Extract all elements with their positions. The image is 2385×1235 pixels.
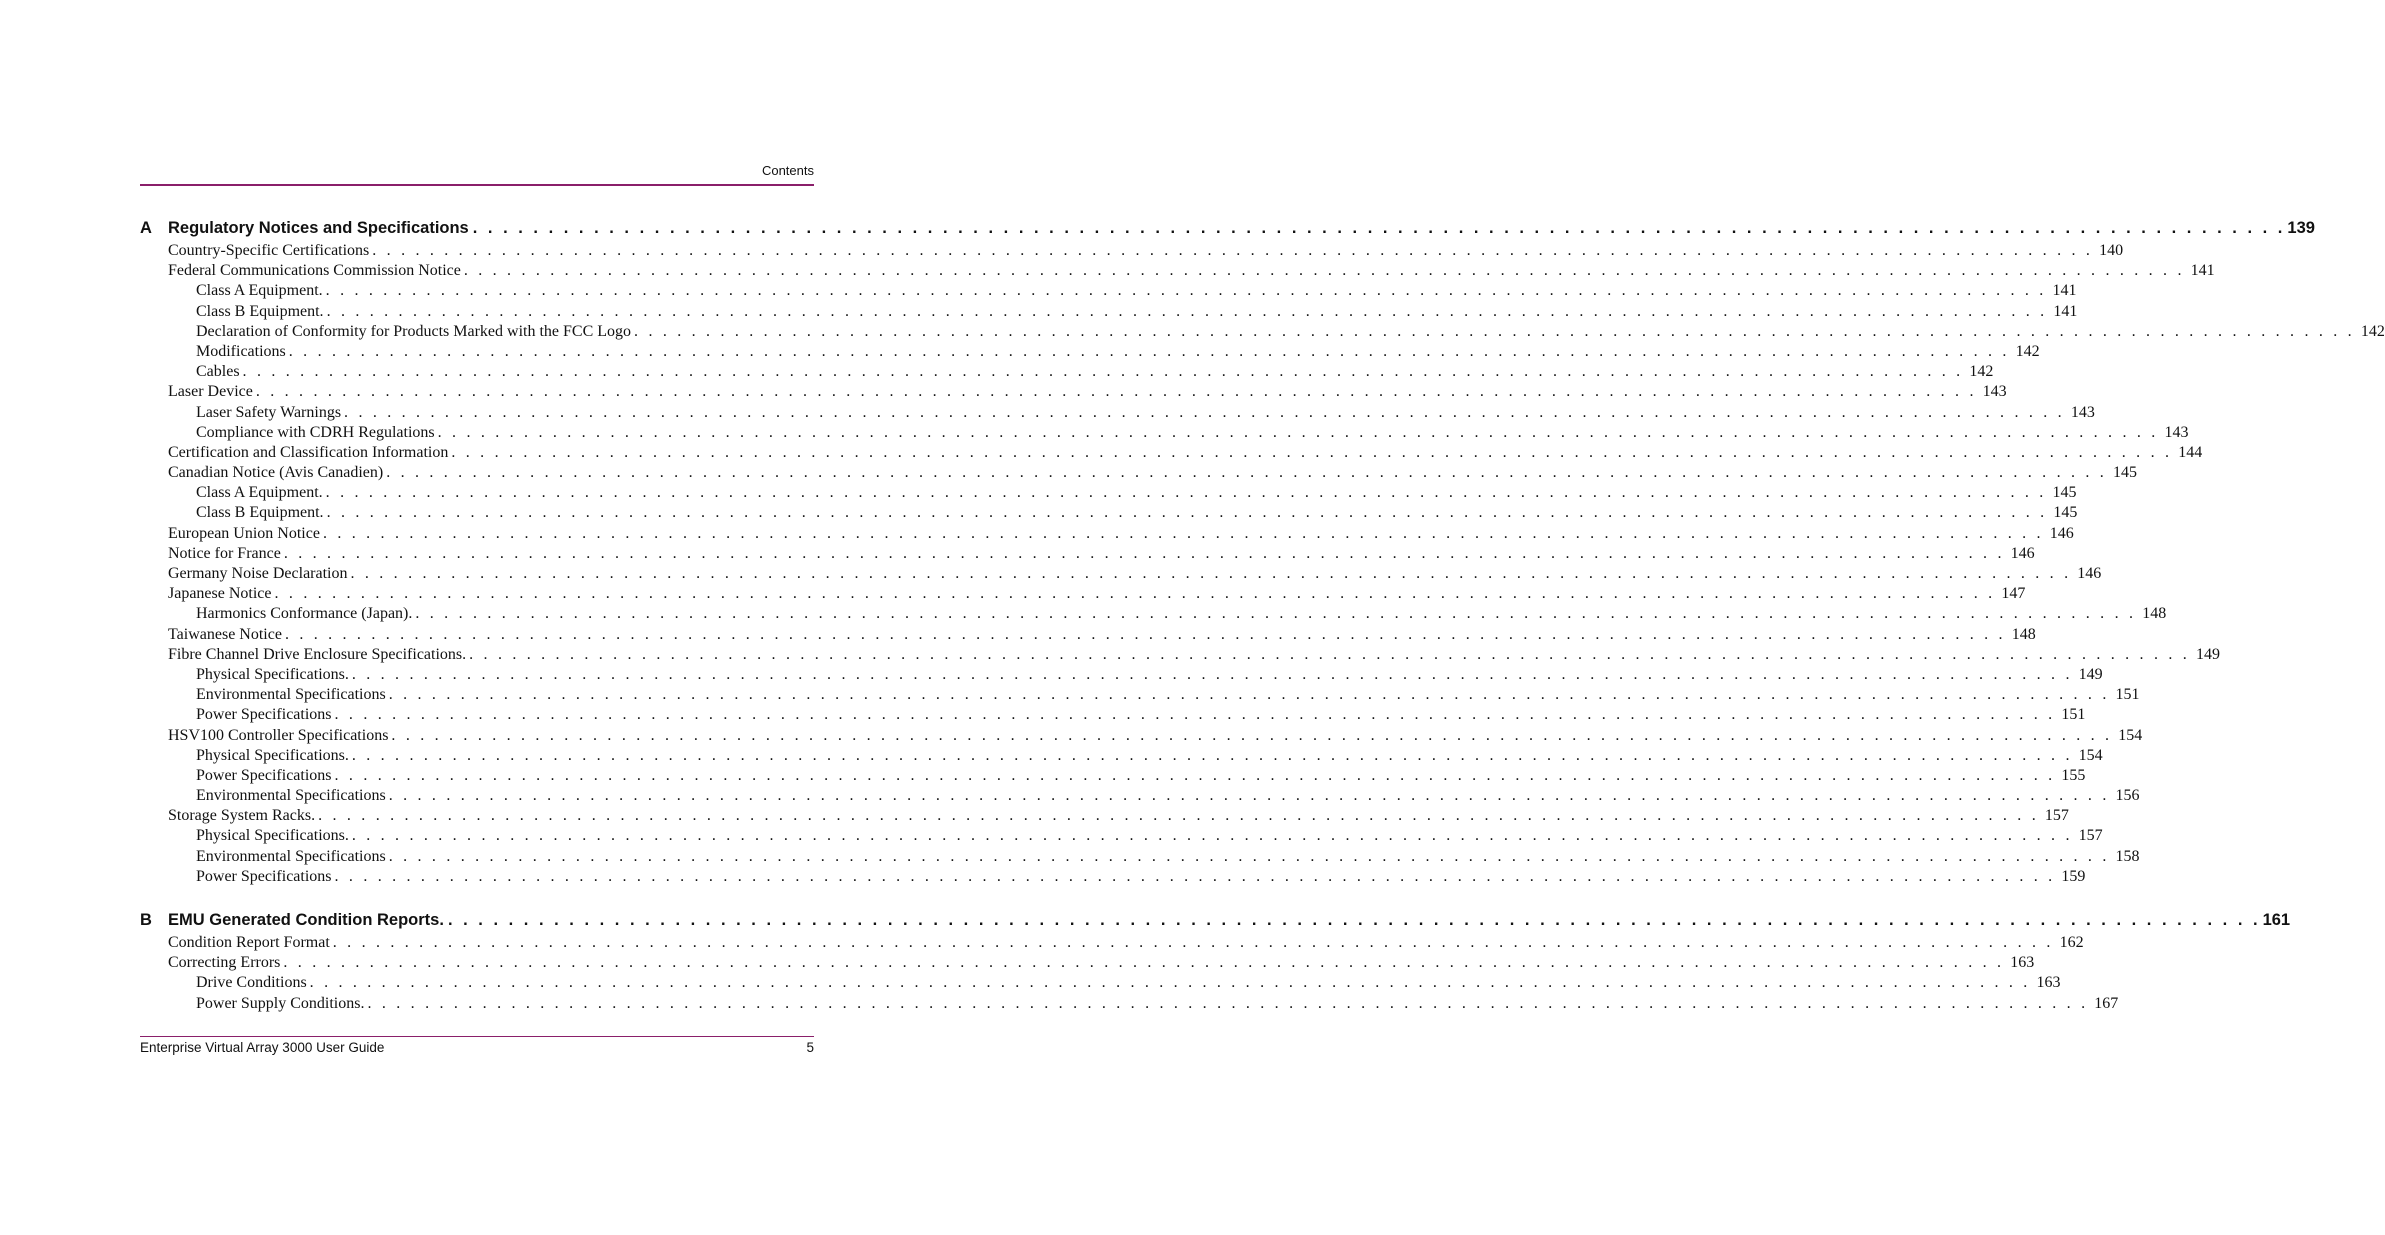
toc-entry-page: 158: [2115, 847, 2140, 865]
toc-entry[interactable]: [196, 302, 2078, 323]
toc-entry-page: 142: [1969, 363, 1994, 381]
toc-entry[interactable]: [196, 686, 2140, 706]
toc-entry[interactable]: [168, 954, 2035, 974]
toc-entry-title: Class A Equipment.: [196, 484, 323, 502]
toc-entry[interactable]: [196, 605, 2167, 625]
toc-entry[interactable]: [168, 585, 2026, 605]
toc-entry-page: 145: [2053, 504, 2078, 522]
toc-entry-title: Physical Specifications.: [196, 665, 349, 683]
dot-leader: . . . . . . . . . . . . . . . . . . . . . . . . . . . . . . . . . . . . . . . . . . . . . . . . . . . . . . . . . . . . . . . . . . . . . . . . . . . . . . . . . . . . . . . . . . . . . . . . . . . . . . . . . . . . . . . . . . . . . . . .: [325, 484, 2047, 502]
toc-entry[interactable]: [196, 423, 2189, 444]
appendix-letter: A: [140, 219, 152, 237]
toc-entry[interactable]: [168, 807, 2069, 827]
dot-leader: . . . . . . . . . . . . . . . . . . . . . . . . . . . . . . . . . . . . . . . . . . . . . . . . . . . . . . . . . . . . . . . . . . . . . . . . . . . . . . . . . . . . . . . . . . . . . . . . . . . . . . . . . . . . . . . . . . . . . . . .: [386, 464, 2107, 482]
table-of-contents: [140, 216, 2385, 1015]
toc-entry[interactable]: [168, 544, 2035, 565]
footer-page-number: 5: [806, 1040, 814, 1055]
toc-entry-title: European Union Notice: [168, 524, 320, 542]
toc-entry-page: 141: [2053, 302, 2078, 320]
toc-entry-title: Fibre Channel Drive Enclosure Specifications.: [168, 645, 467, 663]
toc-entry[interactable]: [168, 242, 2124, 262]
toc-section: [140, 216, 2385, 888]
toc-entry[interactable]: [196, 484, 2077, 504]
toc-entry-page: 145: [2052, 484, 2077, 502]
toc-entry-page: 162: [2059, 934, 2084, 951]
header-rule: [140, 184, 814, 186]
toc-entry[interactable]: [196, 504, 2078, 524]
toc-entry-page: 163: [2010, 954, 2035, 972]
dot-leader: . . . . . . . . . . . . . . . . . . . . . . . . . . . . . . . . . . . . . . . . . . . . . . . . . . . . . . . . . . . . . . . . . . . . . . . . . . . . . . . . . . . . . . . . . . . . . . . . . . . . . . . . . . . . . . . . . . . . . . . .: [325, 282, 2047, 300]
dot-leader: . . . . . . . . . . . . . . . . . . . . . . . . . . . . . . . . . . . . . . . . . . . . . . . . . . . . . . . . . . . . . . . . . . . . . . . . . . . . . . . . . . . . . . . . . . . . . . . . . . . . . . . . . . . . . . . . . . . . . . . .: [388, 686, 2110, 704]
toc-entry[interactable]: [196, 363, 1994, 383]
toc-entry-page: 149: [2195, 645, 2220, 663]
toc-entry-page: 148: [2142, 605, 2167, 623]
dot-leader: . . . . . . . . . . . . . . . . . . . . . . . . . . . . . . . . . . . . . . . . . . . . . . . . . . . . . . . . . . . . . . . . . . . . . . . . . . . . . . . . . . . . . . . . . . . . . . . . . . . . . . . . . . . . . . . . . . . . . . . .: [309, 974, 2031, 992]
dot-leader: . . . . . . . . . . . . . . . . . . . . . . . . . . . . . . . . . . . . . . . . . . . . . . . . . . . . . . . . . . . . . . . . . . . . . . . . . . . . . . . . . . . . . . . . . . . . . . . . . . . . . . . . . . . . . . . . . . . . . . . .: [242, 363, 1964, 381]
toc-entry[interactable]: [196, 994, 2119, 1015]
toc-entry-title: Laser Safety Warnings: [196, 403, 342, 421]
toc-entry-title: Physical Specifications.: [196, 746, 349, 764]
dot-leader: . . . . . . . . . . . . . . . . . . . . . . . . . . . . . . . . . . . . . . . . . . . . . . . . . . . . . . . . . . . . . . . . . . . . . . . . . . . . . . . . . . . . . . . . . . . . . . . . . . . . . . . . . . . . . . . . . . . . . . . .: [318, 807, 2039, 825]
toc-entry-page: 146: [2049, 524, 2074, 542]
toc-entry[interactable]: [168, 625, 2036, 646]
toc-entry[interactable]: [196, 787, 2140, 807]
toc-entry-page: 159: [2061, 867, 2086, 885]
toc-entry[interactable]: [196, 322, 2385, 343]
dot-leader: . . . . . . . . . . . . . . . . . . . . . . . . . . . . . . . . . . . . . . . . . . . . . . . . . . . . . . . . . . . . . . . . . . . . . . . . . . . . . . . . . . . . . . . . . . . . . . . . . . . . . . . . . . . . . . . . . . . . . . . .: [367, 994, 2089, 1012]
toc-entry-title: Environmental Specifications: [196, 787, 386, 805]
toc-entry-title: Environmental Specifications: [196, 847, 386, 865]
dot-leader: . . . . . . . . . . . . . . . . . . . . . . . . . . . . . . . . . . . . . . . . . . . . . . . . . . . . . . . . . . . . . . . . . . . . . . . . . . . . . . . . . . . . . . . . . . . . . . . . . . . . . . . . . . . . . . . . . . . . . . . .: [472, 219, 2286, 237]
toc-entry[interactable]: [196, 665, 2103, 686]
dot-leader: . . . . . . . . . . . . . . . . . . . . . . . . . . . . . . . . . . . . . . . . . . . . . . . . . . . . . . . . . . . . . . . . . . . . . . . . . . . . . . . . . . . . . . . . . . . . . . . . . . . . . . . . . . . . . . . . . . . . . . . .: [447, 911, 2261, 929]
footer-guide-title: Enterprise Virtual Array 3000 User Guide: [140, 1040, 385, 1055]
toc-entry-page: 141: [2052, 282, 2077, 300]
dot-leader: . . . . . . . . . . . . . . . . . . . . . . . . . . . . . . . . . . . . . . . . . . . . . . . . . . . . . . . . . . . . . . . . . . . . . . . . . . . . . . . . . . . . . . . . . . . . . . . . . . . . . . . . . . . . . . . . . . . . . . . .: [463, 262, 2185, 280]
toc-entry-page: 141: [2190, 262, 2215, 280]
toc-entry[interactable]: [168, 524, 2074, 545]
section-page-number: 161: [2262, 911, 2291, 929]
toc-entry-page: 146: [2010, 544, 2035, 562]
toc-entry-page: 145: [2113, 464, 2137, 482]
section-line: [168, 911, 2291, 930]
toc-entry-title: Laser Device: [168, 383, 253, 401]
toc-entry-title: Class B Equipment.: [196, 504, 324, 522]
toc-entry-title: Environmental Specifications: [196, 686, 386, 704]
toc-entry-title: Condition Report Format: [168, 934, 330, 951]
toc-entry-page: 156: [2115, 787, 2140, 805]
toc-entry-page: 146: [2077, 565, 2102, 582]
toc-entry[interactable]: [168, 565, 2102, 585]
toc-entry[interactable]: [196, 827, 2103, 847]
toc-entry-page: 147: [2001, 585, 2026, 603]
toc-entry-page: 142: [2015, 342, 2040, 360]
toc-entry-title: Cables: [196, 363, 240, 381]
toc-entry-page: 148: [2011, 625, 2036, 643]
toc-entry-page: 144: [2178, 443, 2203, 461]
toc-entry-page: 155: [2061, 766, 2086, 784]
toc-entry[interactable]: [196, 746, 2103, 767]
toc-entry-title: Country-Specific Certifications: [168, 242, 370, 259]
toc-entry-page: 151: [2061, 706, 2086, 724]
running-header: Contents: [761, 163, 814, 178]
dot-leader: . . . . . . . . . . . . . . . . . . . . . . . . . . . . . . . . . . . . . . . . . . . . . . . . . . . . . . . . . . . . . . . . . . . . . . . . . . . . . . . . . . . . . . . . . . . . . . . . . . . . . . . . . . . . . . . . . . . . . . . .: [326, 504, 2048, 522]
dot-leader: . . . . . . . . . . . . . . . . . . . . . . . . . . . . . . . . . . . . . . . . . . . . . . . . . . . . . . . . . . . . . . . . . . . . . . . . . . . . . . . . . . . . . . . . . . . . . . . . . . . . . . . . . . . . . . . . . . . . . . . .: [255, 383, 1977, 401]
appendix-letter: B: [140, 911, 152, 929]
dot-leader: . . . . . . . . . . . . . . . . . . . . . . . . . . . . . . . . . . . . . . . . . . . . . . . . . . . . . . . . . . . . . . . . . . . . . . . . . . . . . . . . . . . . . . . . . . . . . . . . . . . . . . . . . . . . . . . . . . . . . . . .: [351, 746, 2073, 764]
dot-leader: . . . . . . . . . . . . . . . . . . . . . . . . . . . . . . . . . . . . . . . . . . . . . . . . . . . . . . . . . . . . . . . . . . . . . . . . . . . . . . . . . . . . . . . . . . . . . . . . . . . . . . . . . . . . . . . . . . . . . . . .: [322, 524, 2044, 542]
toc-entry-page: 157: [2044, 807, 2069, 825]
toc-entry[interactable]: [196, 974, 2061, 994]
toc-entry-title: Power Specifications: [196, 706, 332, 724]
toc-entry[interactable]: [196, 706, 2086, 726]
toc-entry[interactable]: [196, 766, 2086, 787]
dot-leader: . . . . . . . . . . . . . . . . . . . . . . . . . . . . . . . . . . . . . . . . . . . . . . . . . . . . . . . . . . . . . . . . . . . . . . . . . . . . . . . . . . . . . . . . . . . . . . . . . . . . . . . . . . . . . . . . . . . . . . . .: [283, 954, 2005, 972]
toc-entry-title: Storage System Racks.: [168, 807, 316, 825]
toc-entry-title: Harmonics Conformance (Japan).: [196, 605, 413, 623]
section-title: EMU Generated Condition Reports.: [168, 911, 444, 929]
dot-leader: . . . . . . . . . . . . . . . . . . . . . . . . . . . . . . . . . . . . . . . . . . . . . . . . . . . . . . . . . . . . . . . . . . . . . . . . . . . . . . . . . . . . . . . . . . . . . . . . . . . . . . . . . . . . . . . . . . . . . . . .: [334, 766, 2056, 784]
dot-leader: . . . . . . . . . . . . . . . . . . . . . . . . . . . . . . . . . . . . . . . . . . . . . . . . . . . . . . . . . . . . . . . . . . . . . . . . . . . . . . . . . . . . . . . . . . . . . . . . . . . . . . . . . . . . . . . . . . . . . . . .: [334, 867, 2056, 885]
toc-entry-title: Correcting Errors: [168, 954, 281, 972]
toc-entry-title: Declaration of Conformity for Products Marked with the FCC Logo: [196, 322, 632, 340]
toc-section: [140, 908, 2291, 1015]
toc-entry-page: 149: [2078, 665, 2103, 683]
toc-entry-page: 154: [2078, 746, 2103, 764]
dot-leader: . . . . . . . . . . . . . . . . . . . . . . . . . . . . . . . . . . . . . . . . . . . . . . . . . . . . . . . . . . . . . . . . . . . . . . . . . . . . . . . . . . . . . . . . . . . . . . . . . . . . . . . . . . . . . . . . . . . . . . . .: [388, 847, 2110, 865]
dot-leader: . . . . . . . . . . . . . . . . . . . . . . . . . . . . . . . . . . . . . . . . . . . . . . . . . . . . . . . . . . . . . . . . . . . . . . . . . . . . . . . . . . . . . . . . . . . . . . . . . . . . . . . . . . . . . . . . . . . . . . . .: [350, 565, 2072, 582]
toc-entry-title: Compliance with CDRH Regulations: [196, 423, 435, 441]
toc-entry[interactable]: [168, 645, 2220, 666]
toc-entry-page: 157: [2078, 827, 2103, 845]
toc-entry-page: 163: [2036, 974, 2061, 992]
section-line: [168, 219, 2315, 238]
dot-leader: . . . . . . . . . . . . . . . . . . . . . . . . . . . . . . . . . . . . . . . . . . . . . . . . . . . . . . . . . . . . . . . . . . . . . . . . . . . . . . . . . . . . . . . . . . . . . . . . . . . . . . . . . . . . . . . . . . . . . . . .: [334, 706, 2056, 724]
toc-entry-title: Canadian Notice (Avis Canadien): [168, 464, 384, 482]
dot-leader: . . . . . . . . . . . . . . . . . . . . . . . . . . . . . . . . . . . . . . . . . . . . . . . . . . . . . . . . . . . . . . . . . . . . . . . . . . . . . . . . . . . . . . . . . . . . . . . . . . . . . . . . . . . . . . . . . . . . . . . .: [437, 423, 2159, 441]
dot-leader: . . . . . . . . . . . . . . . . . . . . . . . . . . . . . . . . . . . . . . . . . . . . . . . . . . . . . . . . . . . . . . . . . . . . . . . . . . . . . . . . . . . . . . . . . . . . . . . . . . . . . . . . . . . . . . . . . . . . . . . .: [388, 787, 2110, 805]
toc-entry[interactable]: [196, 847, 2140, 868]
footer-rule: [140, 1036, 814, 1037]
toc-entry-page: 151: [2115, 686, 2140, 704]
toc-entry[interactable]: [168, 443, 2203, 464]
toc-entry-title: Power Specifications: [196, 766, 332, 784]
toc-section-heading[interactable]: [140, 908, 2291, 934]
toc-entry-page: 142: [2360, 322, 2385, 340]
toc-entry-page: 154: [2118, 726, 2143, 744]
toc-entry[interactable]: [168, 726, 2143, 747]
toc-entry-title: Drive Conditions: [196, 974, 307, 992]
toc-entry-page: 143: [2164, 423, 2189, 441]
toc-entry-title: Taiwanese Notice: [168, 625, 282, 643]
dot-leader: . . . . . . . . . . . . . . . . . . . . . . . . . . . . . . . . . . . . . . . . . . . . . . . . . . . . . . . . . . . . . . . . . . . . . . . . . . . . . . . . . . . . . . . . . . . . . . . . . . . . . . . . . . . . . . . . . . . . . . . .: [469, 645, 2190, 663]
toc-entry-title: Class B Equipment.: [196, 302, 324, 320]
dot-leader: . . . . . . . . . . . . . . . . . . . . . . . . . . . . . . . . . . . . . . . . . . . . . . . . . . . . . . . . . . . . . . . . . . . . . . . . . . . . . . . . . . . . . . . . . . . . . . . . . . . . . . . . . . . . . . . . . . . . . . . .: [288, 342, 2010, 360]
toc-entry-page: 167: [2094, 994, 2119, 1012]
toc-entry[interactable]: [168, 934, 2084, 954]
dot-leader: . . . . . . . . . . . . . . . . . . . . . . . . . . . . . . . . . . . . . . . . . . . . . . . . . . . . . . . . . . . . . . . . . . . . . . . . . . . . . . . . . . . . . . . . . . . . . . . . . . . . . . . . . . . . . . . . . . . . . . . .: [415, 605, 2137, 623]
toc-entry-title: Federal Communications Commission Notice: [168, 262, 461, 280]
dot-leader: . . . . . . . . . . . . . . . . . . . . . . . . . . . . . . . . . . . . . . . . . . . . . . . . . . . . . . . . . . . . . . . . . . . . . . . . . . . . . . . . . . . . . . . . . . . . . . . . . . . . . . . . . . . . . . . . . . . . . . . .: [284, 625, 2006, 643]
toc-entry[interactable]: [168, 383, 2007, 403]
section-page-number: 139: [2287, 219, 2315, 237]
dot-leader: . . . . . . . . . . . . . . . . . . . . . . . . . . . . . . . . . . . . . . . . . . . . . . . . . . . . . . . . . . . . . . . . . . . . . . . . . . . . . . . . . . . . . . . . . . . . . . . . . . . . . . . . . . . . . . . . . . . . . . . .: [372, 242, 2094, 259]
toc-entry-page: 140: [2099, 242, 2124, 259]
toc-entry[interactable]: [196, 867, 2086, 888]
toc-entry-title: Notice for France: [168, 544, 281, 562]
dot-leader: . . . . . . . . . . . . . . . . . . . . . . . . . . . . . . . . . . . . . . . . . . . . . . . . . . . . . . . . . . . . . . . . . . . . . . . . . . . . . . . . . . . . . . . . . . . . . . . . . . . . . . . . . . . . . . . . . . . . . . . .: [391, 726, 2113, 744]
dot-leader: . . . . . . . . . . . . . . . . . . . . . . . . . . . . . . . . . . . . . . . . . . . . . . . . . . . . . . . . . . . . . . . . . . . . . . . . . . . . . . . . . . . . . . . . . . . . . . . . . . . . . . . . . . . . . . . . . . . . . . . .: [351, 827, 2073, 845]
toc-entry[interactable]: [196, 403, 2095, 424]
toc-entry-title: Class A Equipment.: [196, 282, 323, 300]
dot-leader: . . . . . . . . . . . . . . . . . . . . . . . . . . . . . . . . . . . . . . . . . . . . . . . . . . . . . . . . . . . . . . . . . . . . . . . . . . . . . . . . . . . . . . . . . . . . . . . . . . . . . . . . . . . . . . . . . . . . . . . .: [274, 585, 1996, 603]
dot-leader: . . . . . . . . . . . . . . . . . . . . . . . . . . . . . . . . . . . . . . . . . . . . . . . . . . . . . . . . . . . . . . . . . . . . . . . . . . . . . . . . . . . . . . . . . . . . . . . . . . . . . . . . . . . . . . . . . . . . . . . .: [344, 403, 2065, 421]
toc-entry-title: Certification and Classification Information: [168, 443, 449, 461]
toc-section-heading[interactable]: [140, 216, 2315, 242]
dot-leader: . . . . . . . . . . . . . . . . . . . . . . . . . . . . . . . . . . . . . . . . . . . . . . . . . . . . . . . . . . . . . . . . . . . . . . . . . . . . . . . . . . . . . . . . . . . . . . . . . . . . . . . . . . . . . . . . . . . . . . . .: [351, 665, 2073, 683]
section-title: Regulatory Notices and Specifications: [168, 219, 469, 237]
toc-entry-page: 143: [2070, 403, 2095, 421]
toc-entry[interactable]: [168, 262, 2215, 282]
toc-entry-title: HSV100 Controller Specifications: [168, 726, 389, 744]
toc-entry[interactable]: [168, 464, 2137, 484]
toc-entry[interactable]: [196, 282, 2077, 302]
toc-entry-title: Power Supply Conditions.: [196, 994, 365, 1012]
toc-entry-title: Germany Noise Declaration: [168, 565, 348, 582]
dot-leader: . . . . . . . . . . . . . . . . . . . . . . . . . . . . . . . . . . . . . . . . . . . . . . . . . . . . . . . . . . . . . . . . . . . . . . . . . . . . . . . . . . . . . . . . . . . . . . . . . . . . . . . . . . . . . . . . . . . . . . . .: [634, 322, 2355, 340]
toc-entry-title: Power Specifications: [196, 867, 332, 885]
dot-leader: . . . . . . . . . . . . . . . . . . . . . . . . . . . . . . . . . . . . . . . . . . . . . . . . . . . . . . . . . . . . . . . . . . . . . . . . . . . . . . . . . . . . . . . . . . . . . . . . . . . . . . . . . . . . . . . . . . . . . . . .: [332, 934, 2054, 951]
toc-entry-page: 143: [1982, 383, 2007, 401]
toc-entry-title: Physical Specifications.: [196, 827, 349, 845]
toc-entry-title: Japanese Notice: [168, 585, 272, 603]
dot-leader: . . . . . . . . . . . . . . . . . . . . . . . . . . . . . . . . . . . . . . . . . . . . . . . . . . . . . . . . . . . . . . . . . . . . . . . . . . . . . . . . . . . . . . . . . . . . . . . . . . . . . . . . . . . . . . . . . . . . . . . .: [451, 443, 2173, 461]
toc-entry[interactable]: [196, 342, 2040, 363]
toc-entry-title: Modifications: [196, 342, 286, 360]
dot-leader: . . . . . . . . . . . . . . . . . . . . . . . . . . . . . . . . . . . . . . . . . . . . . . . . . . . . . . . . . . . . . . . . . . . . . . . . . . . . . . . . . . . . . . . . . . . . . . . . . . . . . . . . . . . . . . . . . . . . . . . .: [326, 302, 2048, 320]
dot-leader: . . . . . . . . . . . . . . . . . . . . . . . . . . . . . . . . . . . . . . . . . . . . . . . . . . . . . . . . . . . . . . . . . . . . . . . . . . . . . . . . . . . . . . . . . . . . . . . . . . . . . . . . . . . . . . . . . . . . . . . .: [283, 544, 2005, 562]
